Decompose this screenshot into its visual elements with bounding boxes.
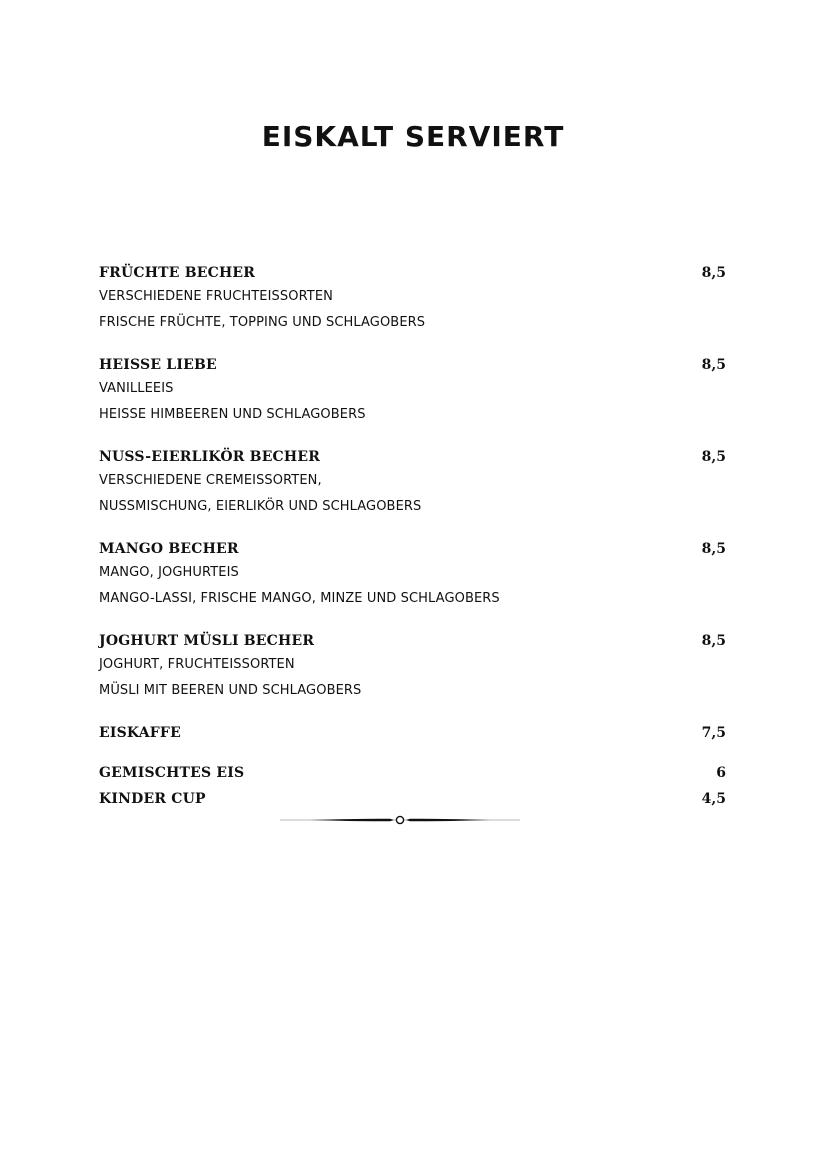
menu-item-gemischtes-eis	[99, 762, 726, 784]
item-description-line: MÜSLI MIT BEEREN UND SCHLAGOBERS	[99, 683, 362, 698]
page-title: EISKALT SERVIERT	[261, 120, 565, 153]
item-name: MANGO BECHER	[99, 541, 239, 557]
item-description-line: VERSCHIEDENE CREMEISSORTEN,	[99, 473, 322, 488]
menu-item-joghurt-muesli-becher	[99, 630, 726, 704]
menu-item-nuss-eierlikoer-becher	[99, 446, 726, 520]
item-description-line: VERSCHIEDENE FRUCHTEISSORTEN	[99, 289, 333, 304]
item-price: 8,5	[701, 449, 726, 465]
menu-list	[99, 262, 726, 828]
item-name: NUSS-EIERLIKÖR BECHER	[99, 449, 321, 465]
item-description-line: VANILLEEIS	[99, 381, 174, 396]
item-description-line: MANGO-LASSI, FRISCHE MANGO, MINZE UND SCHLAGOBERS	[99, 591, 500, 606]
menu-item-fruechte-becher	[99, 262, 726, 336]
menu-item-eiskaffe	[99, 722, 726, 744]
item-price: 6	[716, 765, 726, 781]
item-name: FRÜCHTE BECHER	[99, 265, 256, 281]
item-name: KINDER CUP	[99, 791, 206, 807]
item-description-line: NUSSMISCHUNG, EIERLIKÖR UND SCHLAGOBERS	[99, 499, 422, 514]
item-price: 8,5	[701, 265, 726, 281]
item-price: 8,5	[701, 633, 726, 649]
item-price: 4,5	[701, 791, 726, 807]
item-description-line: HEISSE HIMBEEREN UND SCHLAGOBERS	[99, 407, 366, 422]
menu-item-mango-becher	[99, 538, 726, 612]
item-name: HEISSE LIEBE	[99, 357, 217, 373]
menu-item-kinder-cup	[99, 788, 726, 810]
item-description-line: FRISCHE FRÜCHTE, TOPPING UND SCHLAGOBERS	[99, 315, 426, 330]
item-name: JOGHURT MÜSLI BECHER	[99, 633, 315, 649]
ornament-divider-icon	[280, 813, 520, 827]
item-price: 8,5	[701, 541, 726, 557]
item-name: EISKAFFE	[99, 725, 181, 741]
item-description-line: MANGO, JOGHURTEIS	[99, 565, 239, 580]
item-price: 7,5	[701, 725, 726, 741]
item-price: 8,5	[701, 357, 726, 373]
item-description-line: JOGHURT, FRUCHTEISSORTEN	[99, 657, 295, 672]
menu-item-heisse-liebe	[99, 354, 726, 428]
item-name: GEMISCHTES EIS	[99, 765, 245, 781]
